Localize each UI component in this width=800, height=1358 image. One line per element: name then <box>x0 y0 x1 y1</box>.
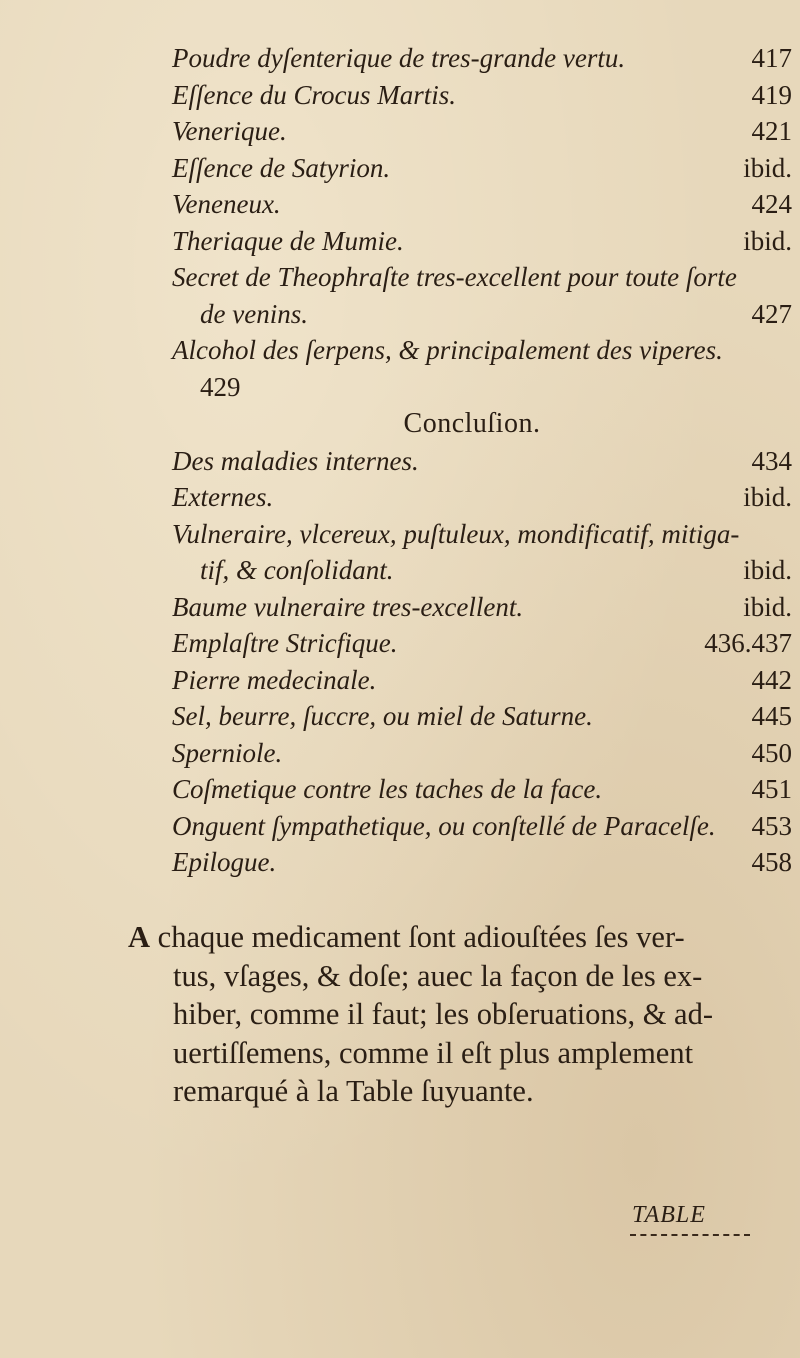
toc-entry-title: Emplaſtre Stricfique. <box>172 628 398 658</box>
toc-entry <box>172 735 792 772</box>
toc-entry-title: Eſſence de Satyrion. <box>172 152 391 183</box>
closing-paragraph <box>128 918 796 1111</box>
toc-entry-title: Pierre medecinale. <box>172 664 377 695</box>
catchword: TABLE <box>632 1202 706 1228</box>
toc-entry-page: 417 <box>751 43 792 73</box>
toc-section-bottom <box>172 443 792 881</box>
toc-entry-title: Poudre dyſenterique de tres-grande vertu. <box>172 43 626 73</box>
toc-entry-page: 445 <box>751 701 792 731</box>
toc-entry <box>172 40 792 77</box>
toc-entry-page: 442 <box>751 664 792 695</box>
toc-entry-title: Epilogue. <box>172 847 277 877</box>
toc-entry <box>172 625 792 662</box>
toc-section-top <box>172 40 792 369</box>
toc-entry-title: Theriaque de Mumie. <box>172 225 404 256</box>
toc-entry-page: 424 <box>751 189 792 219</box>
toc-entry-title: Alcohol des ſerpens, & principalement des viperes. <box>172 335 723 365</box>
toc-entry-page: 450 <box>751 737 792 768</box>
toc-entry-page: 427 <box>751 298 792 329</box>
toc-entry-title: Onguent ſympathetique, ou conſtellé de Paracelſe. <box>172 810 716 841</box>
toc-entry <box>172 844 792 881</box>
toc-entry <box>172 771 792 808</box>
toc-entry <box>172 296 792 333</box>
toc-entry-page: ibid. <box>743 225 792 256</box>
toc-entry-title: Des maladies internes. <box>172 445 419 476</box>
toc-entry-page: 451 <box>751 774 792 804</box>
toc-entry-title: Sel, beurre, ſuccre, ou miel de Saturne. <box>172 701 593 731</box>
toc-entry-title: Externes. <box>172 482 274 512</box>
toc-entry <box>172 332 792 369</box>
paragraph-line: tus, vſages, & doſe; auec la façon de les ex- <box>173 958 703 993</box>
toc-entry <box>172 150 792 187</box>
toc-entry <box>172 662 792 699</box>
toc-entry <box>172 698 792 735</box>
toc-entry-title: Vulneraire, vlcereux, puſtuleux, mondificatif, mitiga- <box>172 518 740 549</box>
table-of-contents <box>172 40 792 881</box>
toc-entry <box>172 223 792 260</box>
paragraph-line: A chaque medicament ſont adiouſtées ſes ver- <box>128 920 685 954</box>
toc-entry <box>172 479 792 516</box>
toc-entry <box>172 113 792 150</box>
toc-entry-title: Veneneux. <box>172 189 281 219</box>
toc-entry-page: ibid. <box>743 482 792 512</box>
toc-entry-title: Eſſence du Crocus Martis. <box>172 79 456 110</box>
toc-entry-page: ibid. <box>743 591 792 622</box>
toc-entry-page: 421 <box>751 116 792 146</box>
toc-entry <box>172 589 792 626</box>
paragraph-line: hiber, comme il faut; les obſeruations, & ad- <box>173 997 714 1031</box>
toc-entry <box>172 443 792 480</box>
toc-entry-page: 434 <box>751 445 792 476</box>
toc-entry-title: Sperniole. <box>172 737 283 768</box>
toc-entry <box>172 259 792 296</box>
section-heading: Concluſion. <box>403 407 541 439</box>
toc-entry-page: 453 <box>751 810 792 841</box>
toc-entry-title: tif, & conſolidant. <box>200 555 394 585</box>
toc-entry <box>172 186 792 223</box>
catchword-underline <box>630 1234 750 1236</box>
toc-entry-page: ibid. <box>743 555 792 585</box>
toc-entry-title: Coſmetique contre les taches de la face. <box>172 774 603 804</box>
toc-entry-page: 419 <box>751 79 792 110</box>
toc-entry-title: Baume vulneraire tres-excellent. <box>172 591 524 622</box>
toc-entry-title: Secret de Theophraſte tres-excellent pour toute ſorte <box>172 262 737 292</box>
toc-entry-title: de venins. <box>200 298 308 329</box>
paragraph-line: remarqué à la Table ſuyuante. <box>173 1074 534 1108</box>
toc-entry <box>172 516 792 553</box>
paragraph-line: uertiſſemens, comme il eſt plus amplement <box>173 1035 694 1070</box>
toc-entry <box>172 808 792 845</box>
drop-capital: A <box>128 920 151 954</box>
toc-page-number: 429 <box>200 371 241 402</box>
toc-entry-page: ibid. <box>743 152 792 183</box>
toc-entry <box>172 552 792 589</box>
toc-entry-page: 458 <box>751 847 792 877</box>
toc-entry-title: Venerique. <box>172 116 287 146</box>
toc-entry-page: 436.437 <box>704 628 792 658</box>
toc-entry <box>172 77 792 114</box>
